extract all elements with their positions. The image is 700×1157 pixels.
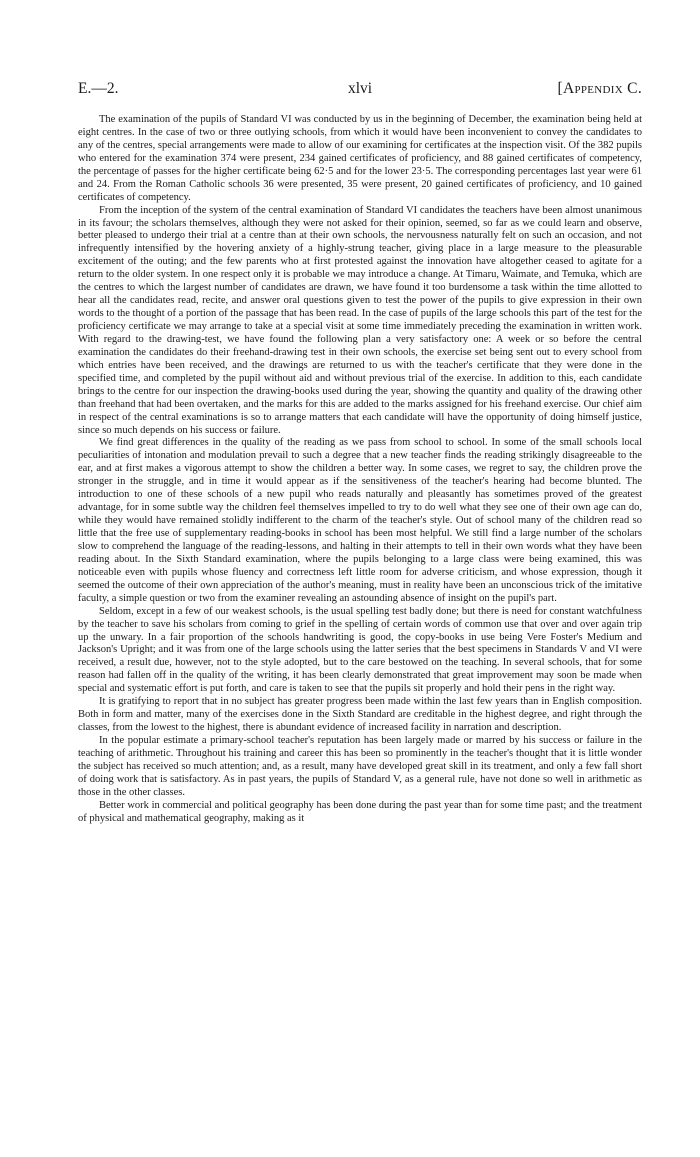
paragraph-spelling-handwriting: Seldom, except in a few of our weakest schools, is the usual spelling test badly done; but there is need for constant watchfulness by the teacher to save his scholars from coming to grief in the spelling of certain words of common use that over and over again trip up the unwary. In a fair proportion of the schools handwriting is good, the copy-books in use being Vere Foster's Medium and Jackson's Upright; and it was from one of the large schools using the latter series that the best specimens in Standards V and VI were received, a result due, however, not to the style adopted, but to the care bestowed on the teaching. In several schools, that for some reason had fallen off in the quality of the writing, it has been clearly demonstrated that great improvement may soon be made when special and systematic effort is put forth, and care is taken to see that the pupils sit properly and hold their pens in the right way. [78,605,642,695]
paragraph-central-examination: From the inception of the system of the central examination of Standard VI candidates the teachers have been almost unanimous in its favour; the scholars themselves, although they were not asked for their opinion, seemed, so far as we could learn and observe, better pleased to undergo their trial at a centre than at their own schools, the nervousness naturally felt on such an occasion, and not infrequently intensified by the hovering anxiety of a highly-strung teacher, giving place in a large measure to the pleasurable excitement of the outing; and the few parents who at first protested against the innovation have altogether ceased to agitate for a return to the older system. In one respect only it is probable we may introduce a change. At Timaru, Waimate, and Temuka, which are the centres to which the largest number of candidates are drawn, we have found it too burdensome a task within the time allotted to hear all the candidates read, recite, and answer oral questions given to test the power of the pupils to give expression in their own words to the thought of a portion of the passage that has been read. In the case of pupils of the large schools this part of the test for the proficiency certificate we may arrange to take at a special visit at some time immediately preceding the examination in written work. With regard to the drawing-test, we have found the following plan a very satisfactory one: A week or so before the central examination the candidates do their freehand-drawing test in their own schools, the exercise set being sent out to every school from which entries have been received, and the drawings are returned to us with the teacher's certificate that they were done in the specified time, and completed by the pupil without aid and without previous trial of the exercise. In addition to this, each candidate brings to the centre for our inspection the drawing-books used during the year, showing the quantity and quality of the drawing other than freehand that had been overtaken, and the marks for this are added to the marks assigned for his freehand exercise. Our chief aim in respect of the central examinations is so to arrange matters that each candidate will have the opportunity of doing himself justice, since so much depends on his success or failure. [78,204,642,436]
paragraph-geography: Better work in commercial and political geography has been done during the past year than for some time past; and the treatment of physical and mathematical geography, making as it [78,799,642,824]
parliamentary-paper-ref: E.—2. [78,80,119,97]
page-header [78,80,642,102]
appendix-label: [Appendix C. [557,80,642,97]
paragraph-standard-vi-examination: The examination of the pupils of Standard VI was conducted by us in the beginning of December, the examination being held at eight centres. In the case of two or three outlying schools, from which it would have been inconvenient to convey the candidates to any of the centres, special arrangements were made to allow of our examining for certificates at the inspection visit. Of the 382 pupils who entered for the examination 374 were present, 234 gained certificates of proficiency, and 88 gained certificates of competency, the percentage of passes for the higher certificate being 62·5 and for the lower 23·5. The corresponding percentages last year were 61 and 24. From the Roman Catholic schools 36 were presented, 35 were present, 20 gained certificates of proficiency, and 10 gained certificates of competency. [78,114,642,203]
paragraph-arithmetic: In the popular estimate a primary-school teacher's reputation has been largely made or marred by his success or failure in the teaching of arithmetic. Throughout his training and career this has been so prominently in the teacher's thought that it is little wonder the subject has received so much attention; and, as a result, many have developed great skill in its treatment, and only a few fall short of doing work that is satisfactory. As in past years, the pupils of Standard V, as a general rule, have not done so well in arithmetic as those in the other classes. [78,735,642,798]
page-number: xlvi [347,80,373,97]
report-body [78,114,642,826]
paragraph-reading: We find great differences in the quality of the reading as we pass from school to school. In some of the small schools local peculiarities of intonation and modulation prevail to such a degree that a new teacher finds the reading strikingly disagreeable to the ear, and at first makes a vigorous attempt to show the children a better way. In some cases, we regret to say, the children prove the stronger in the struggle, and in time it would appear as if the sensitiveness of the teacher's hearing had become blunted. The introduction to one of these schools of a new pupil who reads naturally and pleasantly has sometimes proved of the greatest advantage, for in some subtle way the children feel themselves impelled to try to do well what they see one of their own age can do, while they would have remained stolidly indifferent to the charm of the teacher's style. Out of school many of the children read so little that the free use of supplementary reading-books in school has been most helpful. We still find a large number of the scholars slow to comprehend the language of the reading-lessons, and halting in their attempts to tell in their own words what they have been reading about. In the Sixth Standard examination, where the pupils belonging to a large class were being examined, this was noticeable even with pupils whose fluency and correctness left little room for adverse criticism, and whose expression, though it seemed the outcome of their own appreciation of the author's meaning, must in reality have been an unconscious trick of the imitative faculty, a simple question or two from the examiner revealing an astounding absence of insight on the pupil's part. [78,437,642,604]
paragraph-composition: It is gratifying to report that in no subject has greater progress been made within the last few years than in English composition. Both in form and matter, many of the exercises done in the Sixth Standard are creditable in the highest degree, and right through the classes, from the lowest to the highest, there is abundant evidence of increased facility in narration and description. [78,696,642,734]
